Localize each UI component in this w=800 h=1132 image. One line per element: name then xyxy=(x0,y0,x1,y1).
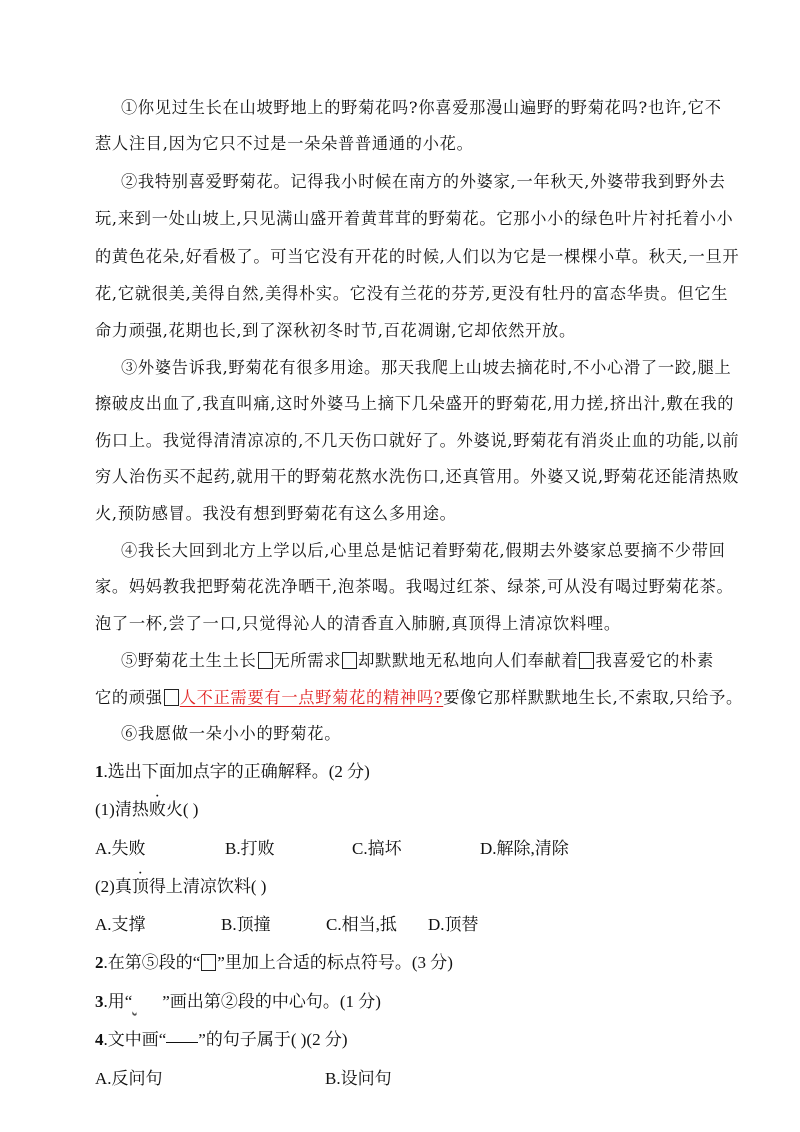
passage-line: 命力顽强,花期也长,到了深秋初冬时节,百花凋谢,它却依然开放。 xyxy=(95,321,576,340)
passage-line: 穷人治伤买不起药,就用干的野菊花熬水洗伤口,还真管用。外婆又说,野菊花还能清热败 xyxy=(95,467,740,486)
passage-line: 火,预防感冒。我没有想到野菊花有这么多用途。 xyxy=(95,504,457,523)
option[interactable]: A.失败 xyxy=(95,839,146,858)
option[interactable]: C.搞坏 xyxy=(352,839,402,858)
passage-line: ③外婆告诉我,野菊花有很多用途。那天我爬上山坡去摘花时,不小心滑了一跤,腿上 xyxy=(121,358,732,377)
dotted-char: 败 xyxy=(148,800,166,819)
option[interactable]: D.顶替 xyxy=(428,915,479,934)
answer-box[interactable] xyxy=(579,652,594,669)
question-1: 1.选出下面加点字的正确解释。(2 分) xyxy=(95,762,370,781)
passage-line: 擦破皮出血了,我直叫痛,这时外婆马上摘下几朵盛开的野菊花,用力搓,挤出汁,敷在我的 xyxy=(95,394,735,413)
answer-box[interactable] xyxy=(164,689,179,706)
passage-line: 伤口上。我觉得清清凉凉的,不几天伤口就好了。外婆说,野菊花有消炎止血的功能,以前 xyxy=(95,431,740,450)
underlined-sentence: 人不正需要有一点野菊花的精神吗? xyxy=(179,688,444,707)
passage-line: ②我特别喜爱野菊花。记得我小时候在南方的外婆家,一年秋天,外婆带我到野外去 xyxy=(121,172,726,191)
option[interactable]: D.解除,清除 xyxy=(480,839,569,858)
passage-line: 泡了一杯,尝了一口,只觉得沁人的清香直入肺腑,真顶得上清凉饮料哩。 xyxy=(95,614,621,633)
passage-line: 的黄色花朵,好看极了。可当它没有开花的时候,人们以为它是一棵棵小草。秋天,一旦开 xyxy=(95,247,740,266)
passage-line: ⑥我愿做一朵小小的野菊花。 xyxy=(121,724,342,743)
option[interactable]: A.支撑 xyxy=(95,915,146,934)
underline-symbol xyxy=(166,1030,198,1043)
dotted-char: 顶 xyxy=(131,877,149,896)
question-2: 2.在第⑤段的“ ”里加上合适的标点符号。(3 分) xyxy=(95,953,453,972)
question-4: 4.文中画“ ”的句子属于( )(2 分) xyxy=(95,1030,348,1049)
passage-line: ①你见过生长在山坡野地上的野菊花吗?你喜爱那漫山遍野的野菊花吗?也许,它不 xyxy=(121,98,722,117)
passage-line: 家。妈妈教我把野菊花洗净晒干,泡茶喝。我喝过红茶、绿茶,可从没有喝过野菊花茶。 xyxy=(95,577,734,596)
question-1-2: (2)真顶得上清凉饮料( ) xyxy=(95,877,267,896)
question-3: 3.用“ ”画出第②段的中心句。(1 分) xyxy=(95,992,381,1011)
option[interactable]: A.反问句 xyxy=(95,1069,163,1088)
passage-line: ④我长大回到北方上学以后,心里总是惦记着野菊花,假期去外婆家总要摘不少带回 xyxy=(121,541,726,560)
box-symbol xyxy=(201,954,216,971)
passage-line: 它的顽强 人不正需要有一点野菊花的精神吗?要像它那样默默地生长,不索取,只给予。 xyxy=(95,688,743,707)
answer-box[interactable] xyxy=(342,652,357,669)
question-1-1: (1)清热败火( ) xyxy=(95,800,199,819)
wavy-line-symbol xyxy=(132,992,162,1012)
answer-box[interactable] xyxy=(258,652,273,669)
option[interactable]: B.打败 xyxy=(225,839,275,858)
option[interactable]: C.相当,抵 xyxy=(326,915,397,934)
passage-line: 玩,来到一处山坡上,只见满山盛开着黄茸茸的野菊花。它那小小的绿色叶片衬托着小小 xyxy=(95,209,734,228)
passage-line: 花,它就很美,美得自然,美得朴实。它没有兰花的芬芳,更没有牡丹的富态华贵。但它生 xyxy=(95,284,729,303)
option[interactable]: B.顶撞 xyxy=(221,915,271,934)
passage-line: 惹人注目,因为它只不过是一朵朵普普通通的小花。 xyxy=(95,134,474,153)
passage-line: ⑤野菊花土生土长 无所需求 却默默地无私地向人们奉献着 我喜爱它的朴素 xyxy=(121,651,714,670)
option[interactable]: B.设问句 xyxy=(325,1069,392,1088)
